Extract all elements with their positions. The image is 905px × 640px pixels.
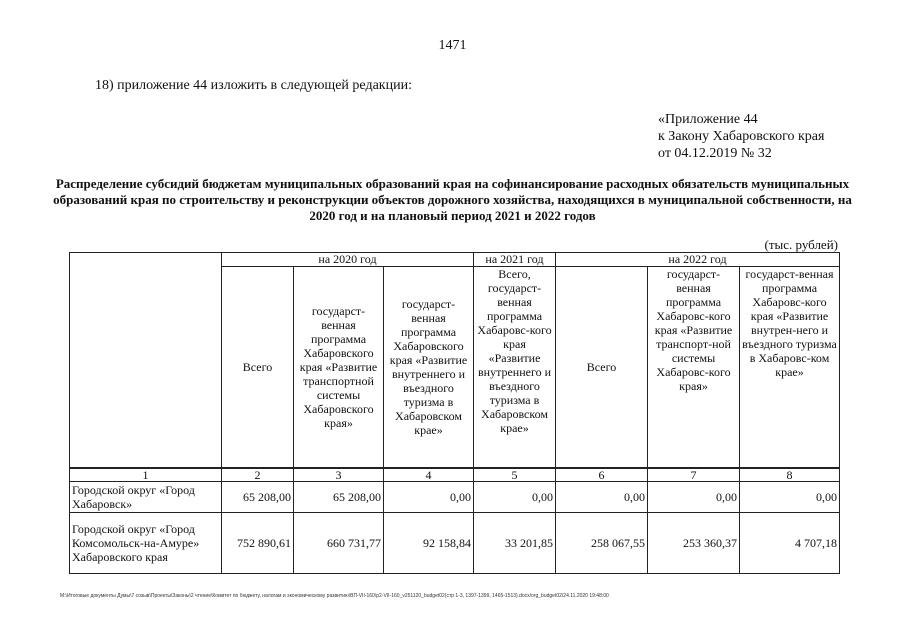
header-year-2021: на 2021 год (474, 253, 556, 267)
column-number: 3 (294, 468, 384, 482)
header-2020-transport-program: государст-венная программа Хабаровского края «Развитие транспортной системы Хабаровского края» (294, 267, 384, 469)
header-2022-tourism-program: государст-венная программа Хабаровс-кого края «Развитие внутрен-него и въездного туризма в Хабаровс-ком крае» (740, 267, 840, 469)
table-row (70, 482, 840, 513)
header-2021-total-tourism: Всего, государст-венная программа Хабаровс-кого края «Развитие внутреннего и въездного туризма в Хабаровском крае» (474, 267, 556, 469)
header-year-2020: на 2020 год (222, 253, 474, 267)
row-municipality-name: Городской округ «Город Комсомольск-на-Амуре» Хабаровского края (70, 513, 222, 574)
page-number: 1471 (438, 38, 467, 53)
column-number: 1 (70, 468, 222, 482)
column-number: 2 (222, 468, 294, 482)
row-value: 258 067,55 (556, 513, 648, 574)
appendix-line-1: «Приложение 44 (658, 112, 758, 127)
row-value: 752 890,61 (222, 513, 294, 574)
appendix-line-2: к Закону Хабаровского края (658, 129, 825, 144)
column-number: 4 (384, 468, 474, 482)
row-municipality-name: Городской округ «Город Хабаровск» (70, 482, 222, 513)
document-title: Распределение субсидий бюджетам муниципальных образований края на софинансирование расходных обязательств муниципальных образований края по строительству и реконструкции объектов дорожного хозяйства, находящихся в муниципальной собственности, на 2020 год и на плановый период 2021 и 2022 годов (53, 176, 852, 223)
column-number: 7 (648, 468, 740, 482)
unit-note: (тыс. рублей) (764, 237, 838, 252)
row-value: 0,00 (474, 482, 556, 513)
column-number: 5 (474, 468, 556, 482)
row-value: 660 731,77 (294, 513, 384, 574)
intro-text: 18) приложение 44 изложить в следующей редакции: (95, 78, 412, 93)
header-2022-total: Всего (556, 267, 648, 469)
row-value: 0,00 (740, 482, 840, 513)
appendix-line-3: от 04.12.2019 № 32 (658, 146, 772, 161)
row-value: 33 201,85 (474, 513, 556, 574)
column-number-row (70, 468, 840, 482)
subsidies-table (69, 252, 840, 574)
appendix-reference (658, 111, 824, 162)
header-2022-transport-program: государст-венная программа Хабаровс-кого края «Развитие транспорт-ной системы Хабаровс-кого края» (648, 267, 740, 469)
row-value: 4 707,18 (740, 513, 840, 574)
row-value: 253 360,37 (648, 513, 740, 574)
header-municipality (70, 253, 222, 469)
header-2020-total: Всего (222, 267, 294, 469)
row-value: 65 208,00 (222, 482, 294, 513)
header-2020-tourism-program: государст-венная программа Хабаровского края «Развитие внутреннего и въездного туризма в Хабаровском крае» (384, 267, 474, 469)
row-value: 0,00 (648, 482, 740, 513)
year-header-row (70, 253, 840, 267)
table-row (70, 513, 840, 574)
header-year-2022: на 2022 год (556, 253, 840, 267)
row-value: 0,00 (556, 482, 648, 513)
column-number: 6 (556, 468, 648, 482)
column-number: 8 (740, 468, 840, 482)
row-value: 92 158,84 (384, 513, 474, 574)
row-value: 65 208,00 (294, 482, 384, 513)
row-value: 0,00 (384, 482, 474, 513)
footer-file-path: M:\Итоговые документы Думы\7 созыв\Проекты\Законы\2 чтение\Комитет по бюджету, налогам и экономическому развитию\ВП-VII-160\р2-VII-160_v251120_budget02(стр 1-3, 1397-1399, 1465-1513).docx/org_budget02/24.11.2020 19:48:00 (60, 593, 609, 599)
